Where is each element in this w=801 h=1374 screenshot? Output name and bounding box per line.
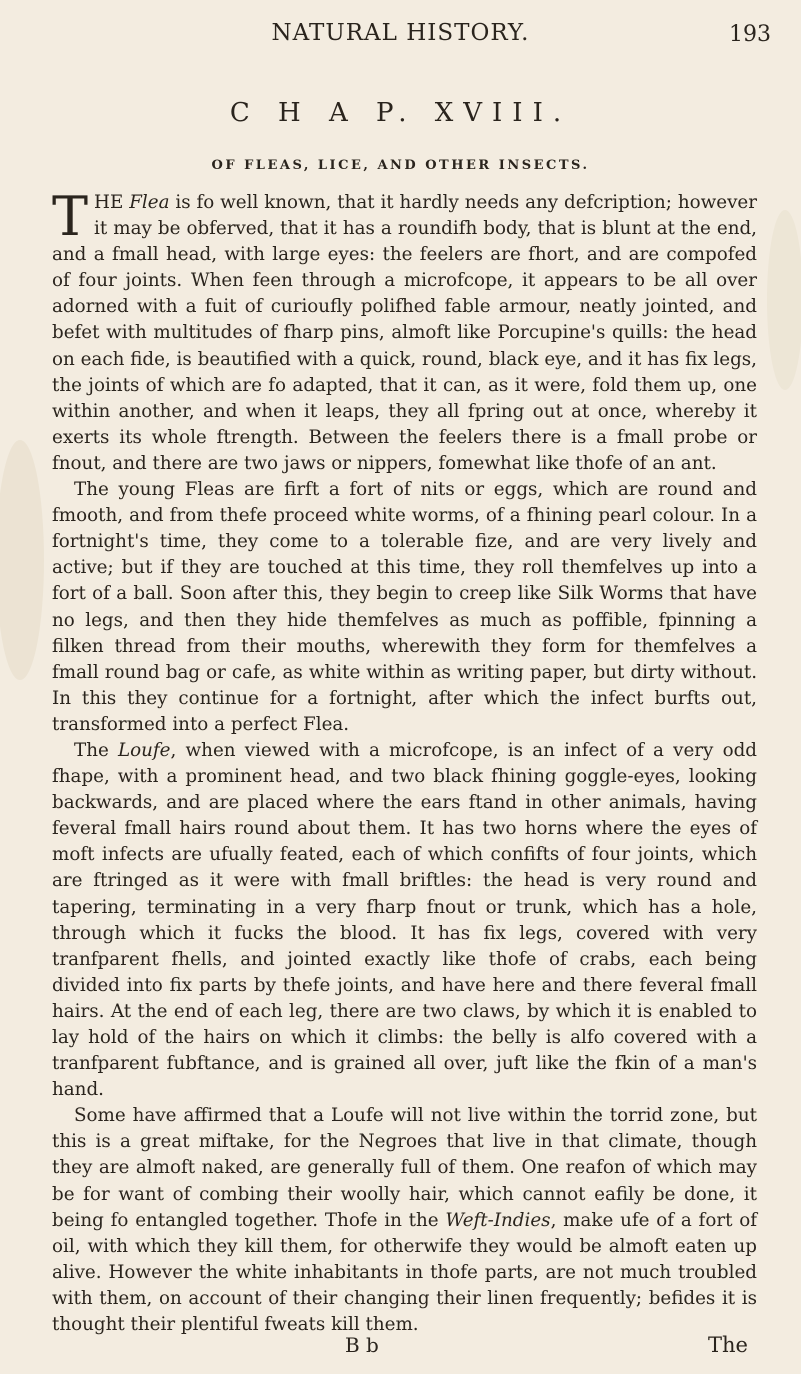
drop-cap: T xyxy=(52,185,89,248)
paragraph-louse xyxy=(52,738,757,1103)
italic-term: Flea xyxy=(129,192,170,213)
chapter-subtitle: OF FLEAS, LICE, AND OTHER INSECTS. xyxy=(211,158,590,173)
page-number: 193 xyxy=(729,22,771,47)
paragraph-text: is fo well known, that it hardly needs any defcription; however it may be obferved, that it has a roundifh body, that is blunt at the end, and a fmall head, with large eyes: the feelers are fhort, and are compofed of four joints. When feen through a microfcope, it appears to be all over adorned with a fuit of curioufly polifhed fable armour, neatly jointed, and befet with multitudes of fharp pins, almoft like Porcupine's quills: the head on each fide, is beautified with a quick, round, black eye, and it has fix legs, the joints of which are fo adapted, that it can, as it were, fold them up, one within another, and when it leaps, they all fpring out at once, whereby it exerts its whole ftrength. Between the feelers there is a fmall probe or fnout, and there are two jaws or nippers, fomewhat like thofe of an ant. xyxy=(52,192,757,474)
page-footer xyxy=(0,1333,801,1363)
paragraph-torrid-zone xyxy=(52,1103,757,1338)
italic-term: Loufe xyxy=(118,739,171,761)
paragraph-text: HE xyxy=(94,192,130,213)
paragraph-flea xyxy=(52,185,757,477)
chapter-heading: C H A P. XVIII. xyxy=(229,98,572,128)
signature-mark: B b xyxy=(345,1333,379,1357)
italic-term: Weft-Indies xyxy=(445,1209,551,1231)
body-text xyxy=(52,185,757,1338)
paragraph-text: , make ufe of a fort of oil, with which they kill them, for otherwife they would be almoft eaten up alive. However the white inhabitants in thofe parts, are not much troubled with them, on account of their changing their linen frequently; befides it is thought their plentiful fweats kill them. xyxy=(52,1209,757,1336)
catchword: The xyxy=(708,1333,748,1357)
paragraph-text: The xyxy=(74,739,118,761)
paragraph-young-fleas: The young Fleas are firft a fort of nits or eggs, which are round and fmooth, and from thefe proceed white worms, of a fhining pearl colour. In a fortnight's time, they come to a tolerable fize, and are very lively and active; but if they are touched at this time, they roll themfelves up into a fort of a ball. Soon after this, they begin to creep like Silk Worms that have no legs, and then they hide themfelves as much as poffible, fpinning a filken thread from their mouths, wherewith they form for themfelves a fmall round bag or cafe, as white within as writing paper, but dirty without. In this they continue for a fortnight, after which the infect burfts out, transformed into a perfect Flea. xyxy=(52,479,757,735)
running-title: NATURAL HISTORY. xyxy=(271,20,530,46)
paragraph-text: , when viewed with a microfcope, is an infect of a very odd fhape, with a prominent head, and two black fhining goggle-eyes, looking backwards, and are placed where the ears ftand in other animals, having feveral fmall hairs round about them. It has two horns where the eyes of moft infects are ufually feated, each of which confifts of four joints, which are ftringed as it were with fmall briftles: the head is very round and tapering, terminating in a very fharp fnout or trunk, which has a hole, through which it fucks the blood. It has fix legs, covered with very tranfparent fhells, and jointed exactly like thofe of crabs, each being divided into fix parts by thefe joints, and have here and there feveral fmall hairs. At the end of each leg, there are two claws, by which it is enabled to lay hold of the hairs on which it climbs: the belly is alfo covered with a tranfparent fubftance, and is grained all over, juft like the fkin of a man's hand. xyxy=(52,739,757,1101)
paragraph-text: Some have affirmed that a Loufe will not live within the torrid zone, but this is a great miftake, for the Negroes that live in that climate, though they are almoft naked, are generally full of them. One reafon of which may be for want of combing their woolly hair, which cannot eafily be done, it being fo entangled together. Thofe in the xyxy=(52,1105,757,1231)
running-head xyxy=(0,10,801,50)
